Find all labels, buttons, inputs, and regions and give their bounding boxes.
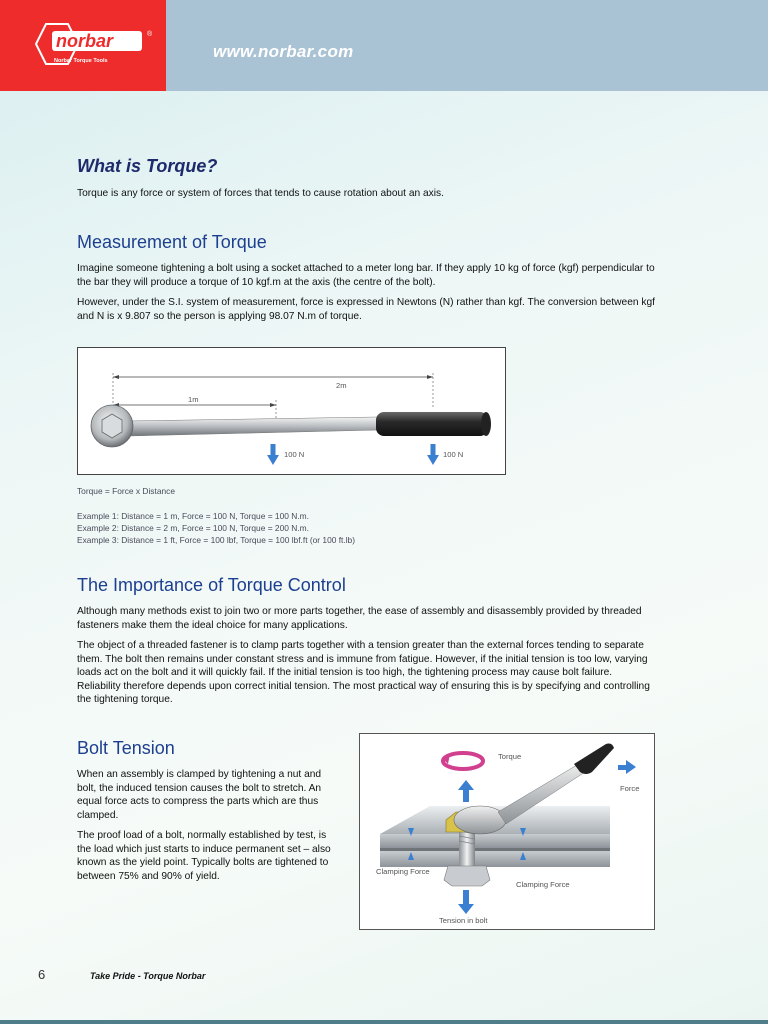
heading-bolt-tension: Bolt Tension (77, 738, 175, 758)
heading-measurement: Measurement of Torque (77, 232, 267, 252)
footer-tagline: Take Pride - Torque Norbar (90, 971, 206, 981)
clamping-force-right-label: Clamping Force (516, 880, 570, 889)
heading-what-is-torque: What is Torque? (77, 156, 218, 176)
logo-wordmark: norbar (56, 31, 114, 51)
wrench-diagram (77, 347, 506, 475)
clamping-force-left-label: Clamping Force (376, 867, 430, 876)
what-paragraph: Torque is any force or system of forces that tends to cause rotation about an axis. (77, 188, 444, 199)
force-left-label: 100 N (284, 450, 305, 459)
force-right-label: 100 N (443, 450, 464, 459)
bottom-divider (0, 1020, 768, 1024)
torque-label: Torque (498, 752, 522, 761)
measurement-paragraph-2: However, under the S.I. system of measurement, force is expressed in Newtons (N) rather than kgf. The conversion between kgf and N is x 9.807 so the person is applying 98.07 N.m of torque. (77, 297, 655, 322)
norbar-logo-icon (34, 22, 158, 68)
dimension-1m-label: 1m (188, 395, 199, 404)
website-link[interactable]: www.norbar.com (213, 42, 354, 61)
importance-paragraph-2: The object of a threaded fastener is to clamp parts together with a tension greater than the external forces tending to separate them. The bolt then remains under constant stress and is immune from fatigue. However, if the initial tension is too low, varying loads act on the bolt and it will quickly fail. If the initial tension is too high, the tightening process may cause bolt failure. Reliability therefore depends upon correct initial tension. The most practical way of ensuring this is by specifying and controlling the tightening torque. (77, 640, 650, 706)
bolt-paragraph-1: When an assembly is clamped by tightening a nut and bolt, the induced tension causes the bolt to stretch. An equal force acts to compress the parts which are thus clamped. (77, 769, 322, 821)
example-1: Example 1: Distance = 1 m, Force = 100 N, Torque = 100 N.m. (77, 511, 309, 521)
example-2: Example 2: Distance = 2 m, Force = 100 N, Torque = 200 N.m. (77, 523, 309, 533)
svg-text:®: ® (147, 31, 153, 38)
tension-in-bolt-label: Tension in bolt (439, 916, 488, 925)
force-arrow-down-icon (427, 444, 439, 466)
brand-logo[interactable] (0, 0, 166, 91)
page-number: 6 (38, 967, 46, 982)
logo-subtext: Norbar Torque Tools (54, 58, 108, 64)
bolt-paragraph-2: The proof load of a bolt, normally established by test, is the load which just starts to induce permanent set – also known as the yield point. Typically bolts are tightened to between 75% and 90% of yield. (77, 830, 331, 882)
measurement-paragraph-1: Imagine someone tightening a bolt using a socket attached to a meter long bar. If they apply 10 kg of force (kgf) perpendicular to the bar they will produce a torque of 10 kgf.m at the axis (the centre of the bolt). (77, 263, 655, 288)
example-3: Example 3: Distance = 1 ft, Force = 100 lbf, Torque = 100 lbf.ft (or 100 ft.lb) (77, 535, 355, 545)
importance-paragraph-1: Although many methods exist to join two or more parts together, the ease of assembly and disassembly provided by threaded fasteners make them the ideal choice for many applications. (77, 606, 642, 631)
bolt-tension-diagram (359, 733, 655, 930)
heading-importance: The Importance of Torque Control (77, 575, 346, 595)
formula-line: Torque = Force x Distance (77, 486, 175, 496)
dimension-2m-label: 2m (336, 381, 347, 390)
page-header (0, 0, 768, 91)
force-arrow-down-icon (267, 444, 279, 466)
force-label: Force (620, 784, 640, 793)
